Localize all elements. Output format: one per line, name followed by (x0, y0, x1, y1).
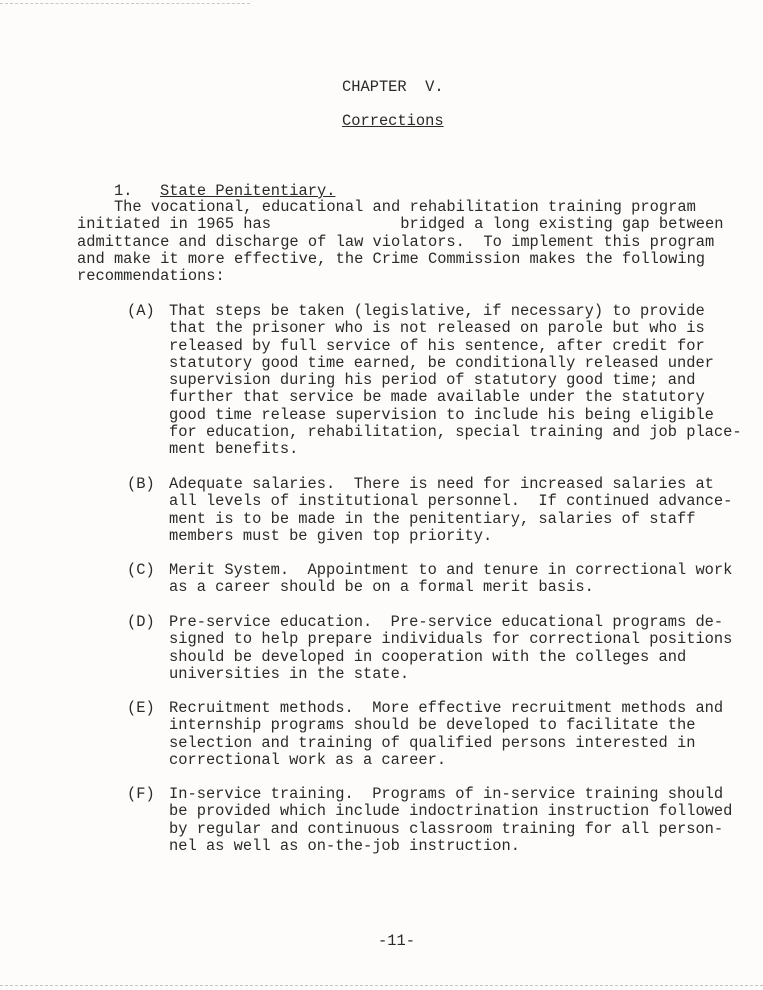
text-line: further that service be made available under the statutory (169, 388, 705, 407)
recommendation-text (169, 786, 759, 855)
intro-line: admittance and discharge of law violators. To implement this program (77, 232, 715, 251)
text-line: internship programs should be developed to facilitate the (169, 716, 696, 735)
text-line: Recruitment methods. More effective recruitment methods and (169, 699, 724, 717)
recommendation-text (169, 700, 759, 769)
text-line: That steps be taken (legislative, if necessary) to provide (169, 302, 705, 320)
section-title: State Penitentiary. (159, 182, 336, 200)
text-line: correctional work as a career. (169, 750, 447, 769)
text-line: should be developed in cooperation with the colleges and (169, 647, 687, 666)
text-line: by regular and continuous classroom training for all person- (169, 819, 724, 838)
text-line: universities in the state. (169, 664, 410, 683)
intro-paragraph (77, 198, 724, 286)
text-line: signed to help prepare individuals for correctional positions (169, 630, 733, 649)
text-line: be provided which include indoctrination instruction followed (169, 802, 733, 821)
recommendation-letter: (E) (127, 699, 155, 717)
intro-line: The vocational, educational and rehabilitation training program (77, 198, 696, 216)
bottom-scan-rule (0, 985, 763, 986)
recommendation-letter: (A) (127, 302, 155, 320)
chapter-heading: CHAPTER V. (342, 78, 444, 96)
text-line: statutory good time earned, be conditionally released under (169, 353, 714, 372)
recommendation-letter: (C) (127, 561, 155, 579)
page-number: -11- (378, 932, 415, 950)
text-line: Pre-service education. Pre-service educational programs de- (169, 613, 724, 631)
text-line: nel as well as on-the-job instruction. (169, 836, 520, 855)
text-line: ment is to be made in the penitentiary, salaries of staff (169, 509, 696, 528)
intro-line: recommendations: (77, 267, 225, 286)
text-line: released by full service of his sentence, after credit for (169, 336, 705, 355)
text-line: for education, rehabilitation, special training and job place- (169, 423, 742, 442)
recommendation-text (169, 303, 759, 459)
text-line: as a career should be on a formal merit basis. (169, 578, 594, 597)
top-scan-rule (0, 3, 250, 4)
text-line: that the prisoner who is not released on parole but who is (169, 319, 705, 338)
recommendation-text (169, 562, 759, 597)
section-number: 1. (113, 182, 133, 200)
text-line: Adequate salaries. There is need for increased salaries at (169, 475, 714, 493)
recommendation-text (169, 476, 759, 545)
recommendation-text (169, 614, 759, 683)
text-line: members must be given top priority. (169, 526, 493, 545)
intro-line: and make it more effective, the Crime Commission makes the following (77, 249, 706, 268)
intro-line: initiated in 1965 has bridged a long existing gap between (77, 215, 724, 234)
text-line: ment benefits. (169, 440, 299, 459)
text-line: Merit System. Appointment to and tenure in correctional work (169, 561, 733, 579)
recommendation-letter: (D) (127, 613, 155, 631)
recommendation-letter: (F) (127, 785, 155, 803)
recommendation-letter: (B) (127, 475, 155, 493)
text-line: good time release supervision to include his being eligible (169, 405, 714, 424)
text-line: selection and training of qualified persons interested in (169, 733, 696, 752)
text-line: supervision during his period of statutory good time; and (169, 371, 696, 390)
text-line: In-service training. Programs of in-service training should (169, 785, 724, 803)
text-line: all levels of institutional personnel. If continued advance- (169, 492, 733, 511)
chapter-subtitle: Corrections (342, 112, 444, 130)
